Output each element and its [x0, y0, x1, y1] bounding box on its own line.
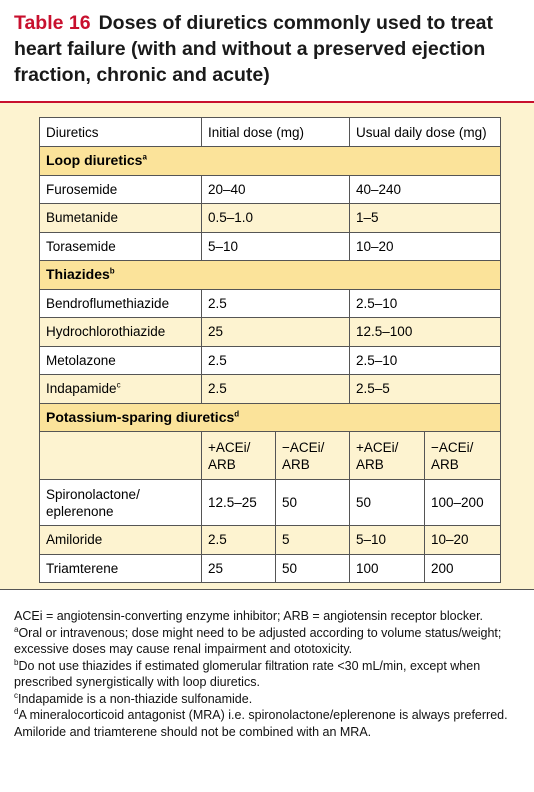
dose-usual-with-acei: 100 [350, 554, 425, 583]
footnote-b: $^b$Do not use thiazides if estimated glomerular filtration rate <30 mL/min, except when prescribed synergistically with loop diuretics. [14, 657, 481, 689]
footnote-mark: d [14, 706, 19, 716]
initial-dose: 2.5 [202, 375, 350, 404]
initial-dose: 25 [202, 318, 350, 347]
initial-dose: 0.5–1.0 [202, 204, 350, 233]
footnote-mark: b [109, 266, 115, 276]
drug-name: Furosemide [40, 175, 202, 204]
footnote-mark: b [14, 657, 19, 667]
dose-usual-without-acei: 100–200 [425, 480, 501, 526]
footnote-mark: a [142, 152, 147, 162]
drug-name: Indapamide [46, 381, 117, 397]
drug-name: Bumetanide [40, 204, 202, 233]
section-label: Thiazides [46, 266, 110, 283]
subheader-blank [40, 432, 202, 480]
dose-initial-with-acei: 2.5 [202, 526, 276, 555]
table-row [40, 204, 501, 233]
usual-dose: 10–20 [350, 232, 501, 261]
usual-dose: 40–240 [350, 175, 501, 204]
subheader-initial-with-acei: +ACEi/ ARB [202, 432, 276, 480]
table-row [40, 175, 501, 204]
drug-name: Bendroflumethiazide [40, 289, 202, 318]
section-loop-diuretics [40, 147, 501, 176]
header-diuretics: Diuretics [40, 118, 202, 147]
usual-dose: 2.5–10 [350, 289, 501, 318]
subheader-usual-with-acei: +ACEi/ ARB [350, 432, 425, 480]
footnote-abbreviations: ACEi = angiotensin-converting enzyme inhibitor; ARB = angiotensin receptor blocker. [14, 609, 484, 623]
usual-dose: 12.5–100 [350, 318, 501, 347]
footnote-mark: c [116, 380, 121, 390]
section-potassium-sparing [40, 403, 501, 432]
table-row [40, 289, 501, 318]
footnote-d: $^d$A mineralocorticoid antagonist (MRA) i.e. spironolactone/eplerenone is always preferred. Amiloride and triamterene should not be combined with an MRA. [14, 706, 508, 739]
usual-dose: 2.5–10 [350, 346, 501, 375]
drug-name: Metolazone [40, 346, 202, 375]
header-usual-dose: Usual daily dose (mg) [350, 118, 501, 147]
dose-initial-without-acei: 50 [276, 554, 350, 583]
dose-usual-without-acei: 200 [425, 554, 501, 583]
usual-dose: 1–5 [350, 204, 501, 233]
drug-name: Spironolactone/ eplerenone [40, 480, 202, 526]
initial-dose: 20–40 [202, 175, 350, 204]
drug-name: Triamterene [40, 554, 202, 583]
table-row [40, 232, 501, 261]
table-row [40, 480, 501, 526]
footnote-divider [0, 589, 534, 590]
dose-initial-with-acei: 25 [202, 554, 276, 583]
dose-usual-with-acei: 50 [350, 480, 425, 526]
dose-usual-with-acei: 5–10 [350, 526, 425, 555]
dose-usual-without-acei: 10–20 [425, 526, 501, 555]
table-row [40, 554, 501, 583]
header-initial-dose: Initial dose (mg) [202, 118, 350, 147]
table-title [14, 10, 528, 88]
dose-initial-without-acei: 5 [276, 526, 350, 555]
section-label: Loop diuretics [46, 152, 143, 169]
drug-name: Amiloride [40, 526, 202, 555]
subheader-initial-without-acei: −ACEi/ ARB [276, 432, 350, 480]
footnote-c: $^c$Indapamide is a non-thiazide sulfonamide. [14, 690, 253, 706]
initial-dose: 2.5 [202, 346, 350, 375]
header-row [40, 118, 501, 147]
footnote-mark: c [14, 690, 18, 700]
dose-initial-with-acei: 12.5–25 [202, 480, 276, 526]
footnote-a: $^a$Oral or intravenous; dose might need to be adjusted according to volume status/weight; excessive doses may cause renal impairment and ototoxicity. [14, 624, 502, 656]
table-title-block [0, 0, 534, 104]
drug-name: Hydrochlorothiazide [40, 318, 202, 347]
initial-dose: 5–10 [202, 232, 350, 261]
footnote-mark: d [234, 409, 240, 419]
potassium-subheader-row [40, 432, 501, 480]
usual-dose: 2.5–5 [350, 375, 501, 404]
diuretics-dose-table [39, 117, 501, 583]
subheader-usual-without-acei: −ACEi/ ARB [425, 432, 501, 480]
table-row [40, 375, 501, 404]
footnote-mark: a [14, 624, 19, 634]
initial-dose: 2.5 [202, 289, 350, 318]
table-number: Table 16 [14, 12, 91, 34]
table-caption: Doses of diuretics commonly used to treat heart failure (with and without a preserved ejection fraction, chronic and acute) [14, 12, 494, 86]
drug-name: Torasemide [40, 232, 202, 261]
section-thiazides [40, 261, 501, 290]
table-row [40, 318, 501, 347]
table-row [40, 346, 501, 375]
section-label: Potassium-sparing diuretics [46, 408, 235, 425]
dose-initial-without-acei: 50 [276, 480, 350, 526]
table-footnotes [14, 608, 530, 740]
table-row [40, 526, 501, 555]
